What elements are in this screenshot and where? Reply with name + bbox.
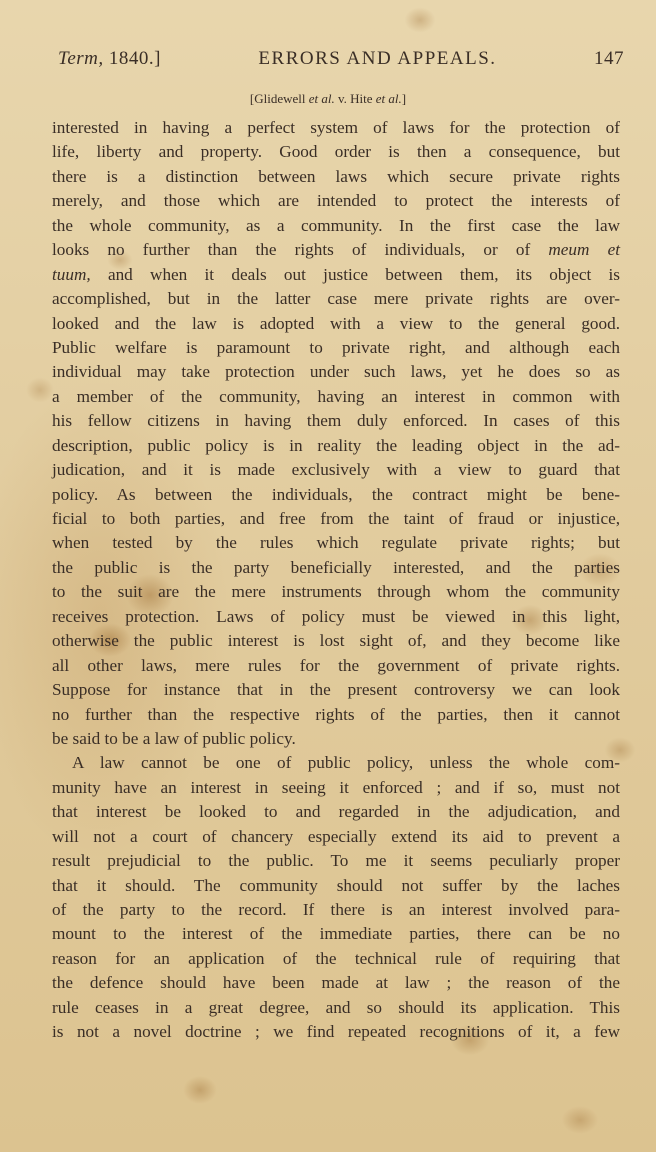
text-line: munity have an interest in seeing it enforced ; and if so, must not: [52, 777, 620, 797]
text-line: is not a novel doctrine ; we find repeated recognitions of it, a few: [52, 1022, 620, 1042]
text-line: that interest be looked to and regarded in the adjudication, and: [52, 802, 620, 822]
text-line: judication, and it is made exclusively with a view to guard that: [52, 460, 620, 480]
text-line: the defence should have been made at law ; the reason of the: [52, 973, 620, 993]
text-line: result prejudicial to the public. To me it seems peculiarly proper: [52, 851, 620, 871]
italic-phrase: meum et: [548, 240, 621, 260]
italic-phrase: tuum,: [52, 264, 91, 284]
term-label: Term,: [58, 48, 104, 69]
caption-versus: v. Hite: [337, 91, 373, 106]
text-segment: looks no further than the rights of individuals, or of: [52, 240, 531, 260]
running-header: [58, 48, 624, 78]
body-text: [52, 116, 620, 1045]
text-line: Suppose for instance that in the present controversy we can look: [52, 680, 620, 700]
text-line: all other laws, mere rules for the government of private rights.: [52, 655, 620, 675]
text-line: a member of the community, having an interest in common with: [52, 386, 620, 406]
text-line: the public is the party beneficially interested, and the parties: [52, 557, 620, 577]
case-caption: [0, 91, 656, 107]
text-segment: and when it deals out justice between them, its object is: [107, 264, 620, 284]
text-line: life, liberty and property. Good order is then a consequence, but: [52, 142, 620, 162]
text-line: his fellow citizens in having them duly enforced. In cases of this: [52, 411, 620, 431]
text-line: that it should. The community should not suffer by the laches: [52, 875, 620, 895]
text-line: policy. As between the individuals, the contract might be bene-: [52, 484, 620, 504]
header-term: [58, 48, 161, 70]
text-line-italic-start: [52, 263, 620, 287]
text-line: ficial to both parties, and free from the taint of fraud or injustice,: [52, 509, 620, 528]
text-line: rule ceases in a great degree, and so should its application. This: [52, 997, 620, 1017]
text-line: looked and the law is adopted with a view to the general good.: [52, 313, 620, 333]
paragraph-start-line: A law cannot be one of public policy, unless the whole com-: [72, 753, 620, 773]
text-line: will not a court of chancery especially extend its aid to prevent a: [52, 826, 620, 846]
text-line: there is a distinction between laws which secure private rights: [52, 166, 620, 186]
text-line: of the party to the record. If there is an interest involved para-: [52, 900, 620, 919]
caption-etal-1: et al.: [308, 91, 335, 106]
caption-open: [Glidewell: [249, 91, 306, 106]
text-line: mount to the interest of the immediate parties, there can be no: [52, 924, 620, 944]
paragraph-end-line: be said to be a law of public policy.: [52, 728, 296, 748]
caption-close: ]: [401, 91, 407, 106]
text-line: interested in having a perfect system of laws for the protection of: [52, 118, 620, 137]
text-line: receives protection. Laws of policy must be viewed in this light,: [52, 606, 620, 626]
text-line: the whole community, as a community. In the first case the law: [52, 215, 620, 235]
text-line: accomplished, but in the latter case mere private rights are over-: [52, 289, 620, 309]
caption-etal-2: et al.: [375, 91, 402, 106]
text-line: Public welfare is paramount to private right, and although each: [52, 337, 620, 357]
text-line-italic-end: [52, 238, 620, 262]
text-line: when tested by the rules which regulate private rights; but: [52, 533, 620, 553]
text-line: otherwise the public interest is lost sight of, and they become like: [52, 631, 620, 651]
text-line: to the suit are the mere instruments through whom the community: [52, 582, 620, 602]
text-line: reason for an application of the technical rule of requiring that: [52, 948, 620, 968]
running-title: ERRORS AND APPEALS.: [258, 48, 497, 69]
page-number: 147: [593, 48, 624, 69]
term-year: 1840.]: [108, 48, 161, 69]
text-line: individual may take protection under such laws, yet he does so as: [52, 362, 620, 382]
text-line: merely, and those which are intended to protect the interests of: [52, 191, 620, 211]
text-line: description, public policy is in reality the leading object in the ad-: [52, 435, 620, 455]
text-line: no further than the respective rights of the parties, then it cannot: [52, 704, 620, 724]
